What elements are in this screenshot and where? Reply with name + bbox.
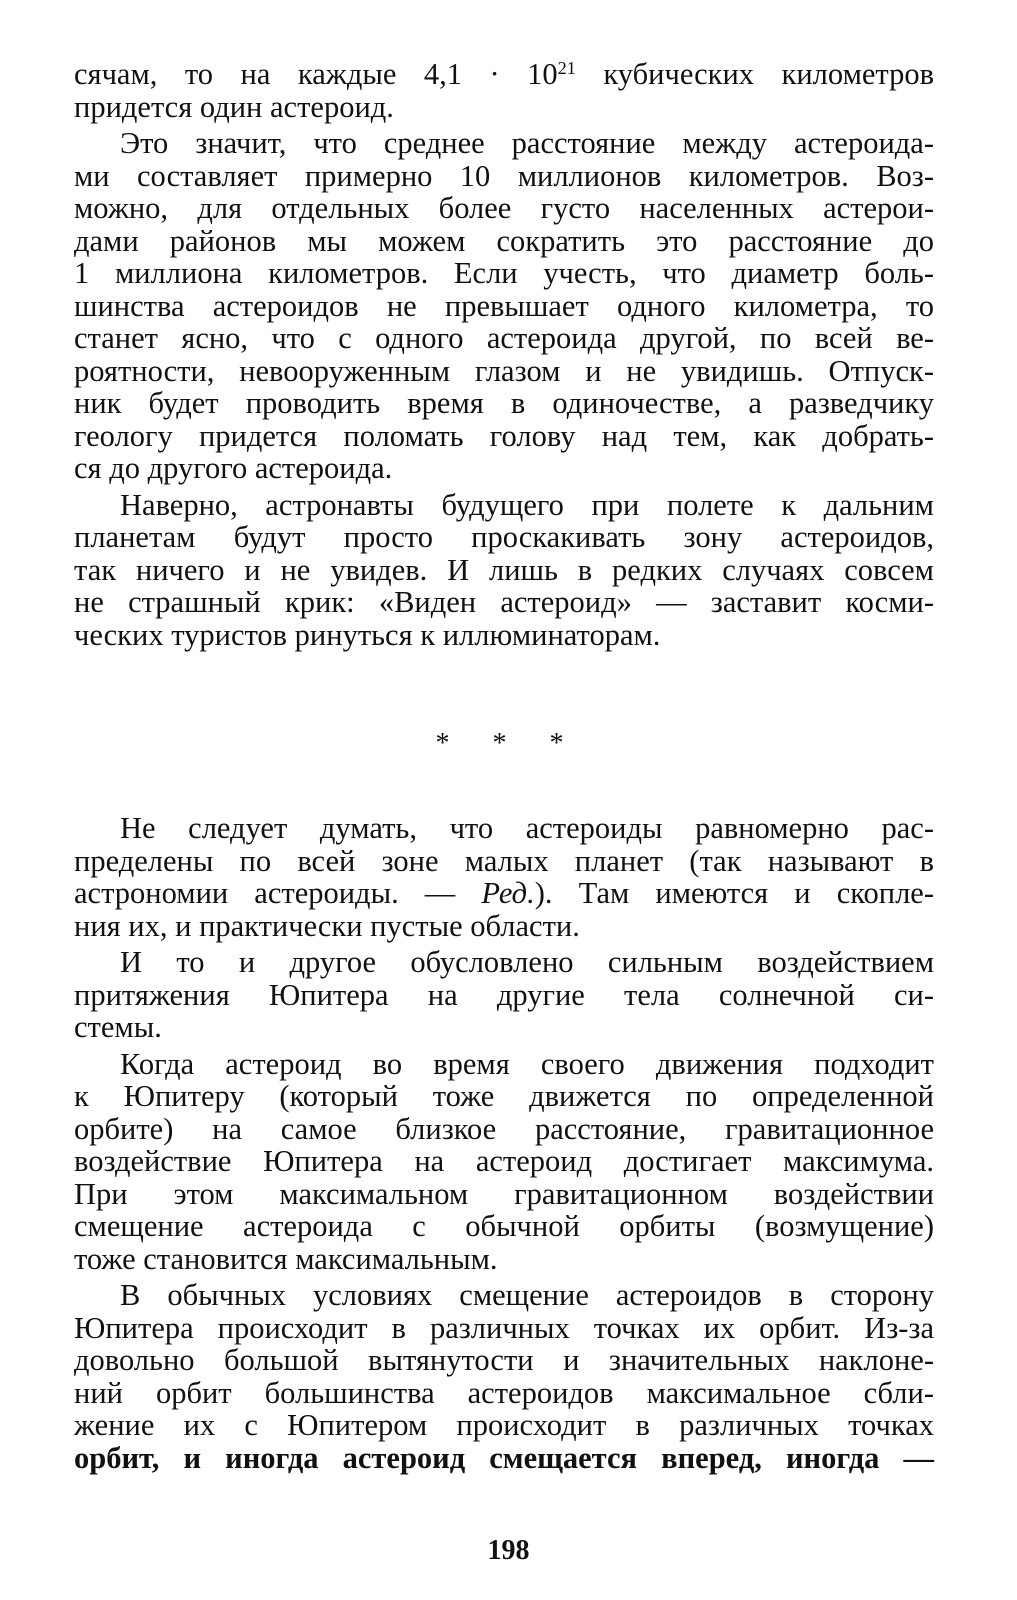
text-line: тоже становится максимальным. xyxy=(74,1241,498,1276)
text-line: планетам будут просто проскакивать зону астероидов, xyxy=(74,520,934,554)
text-line: не страшный крик: «Виден астероид» — заставит косми- xyxy=(74,585,934,619)
text-line: стемы. xyxy=(74,1010,162,1044)
text-line: ний орбит большинства астероидов максимальное сбли- xyxy=(74,1375,934,1410)
text-fragment: астрономии астероиды. — xyxy=(74,876,482,910)
text-fragment: кубических километров xyxy=(575,57,935,91)
text-line: В обычных условиях смещение астероидов в сторону xyxy=(120,1278,934,1312)
text-line: к Юпитеру (который тоже движется по определенной xyxy=(74,1079,934,1113)
paragraph-2 xyxy=(74,127,934,485)
text-line: станет ясно, что с одного астероида другой, по всей ве- xyxy=(74,321,934,355)
text-line: 1 миллиона километров. Если учесть, что диаметр боль- xyxy=(74,256,934,290)
text-line: орбит, и иногда астероид смещается вперед, иногда — xyxy=(74,1440,934,1475)
text-line: Наверно, астронавты будущего при полете к дальним xyxy=(120,487,934,522)
text-fragment: сячам, то на каждые 4,1 · 10 xyxy=(74,57,558,91)
text-block-bottom xyxy=(74,812,934,1474)
text-line: При этом максимальном гравитационном воздействии xyxy=(74,1176,934,1211)
editor-note: Ред. xyxy=(481,876,535,910)
text-line: роятности, невооруженным глазом и не увидишь. Отпуск- xyxy=(74,353,934,388)
text-line: пределены по всей зоне малых планет (так называют в xyxy=(74,843,934,878)
paragraph-3 xyxy=(74,489,934,652)
text-line: ник будет проводить время в одиночестве, а разведчику xyxy=(74,386,934,420)
text-line: ния их, и практически пустые области. xyxy=(74,908,580,943)
text-line: ми составляет примерно 10 миллионов километров. Воз- xyxy=(74,158,934,193)
paragraph-7 xyxy=(74,1279,934,1474)
text-block-top xyxy=(74,58,934,651)
text-line: ся до другого астероида. xyxy=(74,451,393,485)
text-fragment: ). Там имеются и скопле- xyxy=(534,876,934,910)
paragraph-6 xyxy=(74,1048,934,1276)
text-line: можно, для отдельных более густо населенных астерои- xyxy=(74,191,934,225)
page-number: 198 xyxy=(487,1535,530,1566)
text-line: орбите) на самое близкое расстояние, гравитационное xyxy=(74,1111,934,1146)
text-line: ческих туристов ринуться к иллюминаторам. xyxy=(74,617,661,652)
text-line xyxy=(74,877,934,910)
text-line xyxy=(74,58,934,91)
text-line: Не следует думать, что астероиды равномерно рас- xyxy=(120,811,934,845)
superscript-exponent: 21 xyxy=(557,57,576,78)
section-separator: * * * xyxy=(435,728,582,759)
text-line: так ничего и не увидев. И лишь в редких случаях совсем xyxy=(74,552,934,587)
text-line: Когда астероид во время своего движения подходит xyxy=(120,1046,934,1081)
text-line: притяжения Юпитера на другие тела солнечной си- xyxy=(74,977,934,1012)
paragraph-1 xyxy=(74,58,934,123)
text-line: довольно большой вытянутости и значительных наклоне- xyxy=(74,1343,934,1377)
text-line: Это значит, что среднее расстояние между астероида- xyxy=(120,126,934,160)
text-line: воздействие Юпитера на астероид достигает максимума. xyxy=(74,1144,934,1178)
text-line: жение их с Юпитером происходит в различных точках xyxy=(74,1408,934,1442)
paragraph-5 xyxy=(74,946,934,1044)
text-line: смещение астероида с обычной орбиты (возмущение) xyxy=(74,1209,934,1243)
text-line: шинства астероидов не превышает одного километра, то xyxy=(74,288,934,323)
paragraph-4 xyxy=(74,812,934,942)
text-line: Юпитера происходит в различных точках их орбит. Из-за xyxy=(74,1310,934,1345)
text-line: придется один астероид. xyxy=(74,89,394,124)
text-line: И то и другое обусловлено сильным воздействием xyxy=(120,945,934,979)
text-line: геологу придется поломать голову над тем, как добрать- xyxy=(74,418,934,453)
text-line: дами районов мы можем сократить это расстояние до xyxy=(74,223,934,258)
